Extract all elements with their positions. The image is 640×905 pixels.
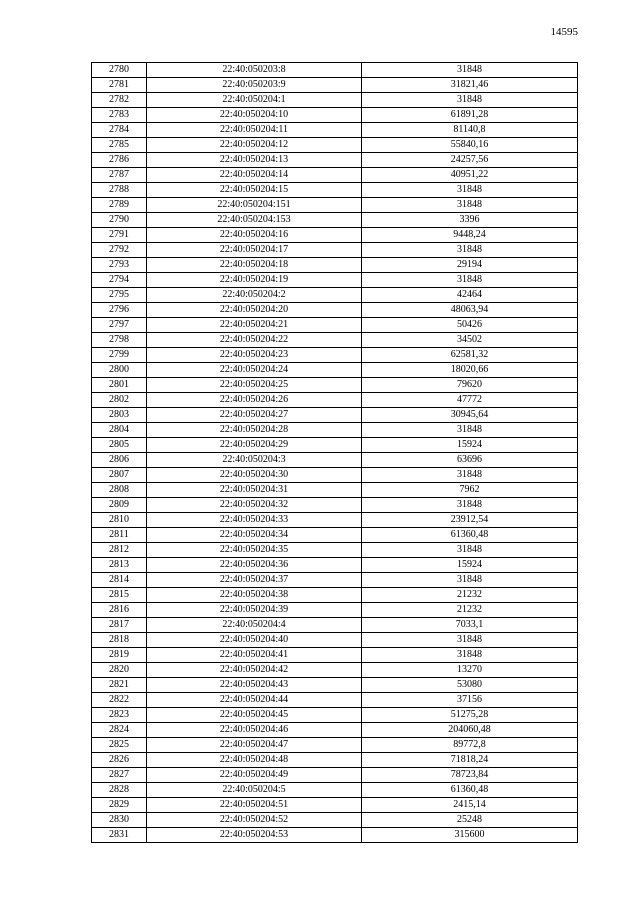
value-cell: 31848 — [362, 543, 578, 558]
row-number-cell: 2819 — [92, 648, 147, 663]
page-number: 14595 — [550, 26, 578, 38]
table-row — [92, 63, 578, 78]
table-row — [92, 663, 578, 678]
row-number-cell: 2825 — [92, 738, 147, 753]
table-row — [92, 678, 578, 693]
row-number-cell: 2797 — [92, 318, 147, 333]
row-number-cell: 2824 — [92, 723, 147, 738]
table-row — [92, 543, 578, 558]
cadastral-number-cell: 22:40:050204:40 — [147, 633, 362, 648]
table-row — [92, 393, 578, 408]
cadastral-number-cell: 22:40:050204:33 — [147, 513, 362, 528]
value-cell: 61360,48 — [362, 528, 578, 543]
value-cell: 15924 — [362, 438, 578, 453]
table-row — [92, 633, 578, 648]
cadastral-number-cell: 22:40:050204:38 — [147, 588, 362, 603]
table-row — [92, 438, 578, 453]
table-row — [92, 348, 578, 363]
cadastral-number-cell: 22:40:050204:22 — [147, 333, 362, 348]
cadastral-number-cell: 22:40:050204:4 — [147, 618, 362, 633]
value-cell: 18020,66 — [362, 363, 578, 378]
table-row — [92, 378, 578, 393]
value-cell: 29194 — [362, 258, 578, 273]
row-number-cell: 2781 — [92, 78, 147, 93]
row-number-cell: 2785 — [92, 138, 147, 153]
row-number-cell: 2821 — [92, 678, 147, 693]
cadastral-number-cell: 22:40:050204:49 — [147, 768, 362, 783]
cadastral-number-cell: 22:40:050204:39 — [147, 603, 362, 618]
row-number-cell: 2789 — [92, 198, 147, 213]
row-number-cell: 2793 — [92, 258, 147, 273]
row-number-cell: 2804 — [92, 423, 147, 438]
cadastral-number-cell: 22:40:050204:44 — [147, 693, 362, 708]
table-row — [92, 243, 578, 258]
cadastral-number-cell: 22:40:050204:53 — [147, 828, 362, 843]
value-cell: 315600 — [362, 828, 578, 843]
value-cell: 37156 — [362, 693, 578, 708]
value-cell: 21232 — [362, 588, 578, 603]
table-row — [92, 363, 578, 378]
table-row — [92, 183, 578, 198]
cadastral-number-cell: 22:40:050204:29 — [147, 438, 362, 453]
cadastral-number-cell: 22:40:050204:24 — [147, 363, 362, 378]
table-row — [92, 408, 578, 423]
table-row — [92, 708, 578, 723]
cadastral-number-cell: 22:40:050204:18 — [147, 258, 362, 273]
row-number-cell: 2806 — [92, 453, 147, 468]
table-row — [92, 618, 578, 633]
row-number-cell: 2810 — [92, 513, 147, 528]
row-number-cell: 2815 — [92, 588, 147, 603]
table-row — [92, 513, 578, 528]
value-cell: 61891,28 — [362, 108, 578, 123]
value-cell: 31848 — [362, 498, 578, 513]
row-number-cell: 2829 — [92, 798, 147, 813]
table-row — [92, 693, 578, 708]
cadastral-number-cell: 22:40:050204:151 — [147, 198, 362, 213]
value-cell: 24257,56 — [362, 153, 578, 168]
cadastral-number-cell: 22:40:050204:37 — [147, 573, 362, 588]
cadastral-number-cell: 22:40:050204:23 — [147, 348, 362, 363]
row-number-cell: 2792 — [92, 243, 147, 258]
cadastral-number-cell: 22:40:050204:14 — [147, 168, 362, 183]
row-number-cell: 2796 — [92, 303, 147, 318]
row-number-cell: 2831 — [92, 828, 147, 843]
row-number-cell: 2786 — [92, 153, 147, 168]
cadastral-number-cell: 22:40:050204:30 — [147, 468, 362, 483]
table-row — [92, 258, 578, 273]
row-number-cell: 2791 — [92, 228, 147, 243]
row-number-cell: 2794 — [92, 273, 147, 288]
value-cell: 42464 — [362, 288, 578, 303]
value-cell: 53080 — [362, 678, 578, 693]
row-number-cell: 2801 — [92, 378, 147, 393]
value-cell: 31848 — [362, 648, 578, 663]
table-row — [92, 753, 578, 768]
value-cell: 9448,24 — [362, 228, 578, 243]
value-cell: 13270 — [362, 663, 578, 678]
value-cell: 15924 — [362, 558, 578, 573]
value-cell: 2415,14 — [362, 798, 578, 813]
table-row — [92, 93, 578, 108]
cadastral-number-cell: 22:40:050204:13 — [147, 153, 362, 168]
row-number-cell: 2822 — [92, 693, 147, 708]
row-number-cell: 2803 — [92, 408, 147, 423]
table-row — [92, 168, 578, 183]
table-row — [92, 318, 578, 333]
row-number-cell: 2827 — [92, 768, 147, 783]
row-number-cell: 2807 — [92, 468, 147, 483]
table-row — [92, 288, 578, 303]
table-row — [92, 123, 578, 138]
value-cell: 78723,84 — [362, 768, 578, 783]
cadastral-number-cell: 22:40:050204:3 — [147, 453, 362, 468]
value-cell: 71818,24 — [362, 753, 578, 768]
cadastral-number-cell: 22:40:050204:46 — [147, 723, 362, 738]
row-number-cell: 2787 — [92, 168, 147, 183]
table-row — [92, 333, 578, 348]
row-number-cell: 2808 — [92, 483, 147, 498]
row-number-cell: 2816 — [92, 603, 147, 618]
value-cell: 31848 — [362, 63, 578, 78]
value-cell: 31848 — [362, 183, 578, 198]
value-cell: 23912,54 — [362, 513, 578, 528]
cadastral-number-cell: 22:40:050204:12 — [147, 138, 362, 153]
row-number-cell: 2798 — [92, 333, 147, 348]
value-cell: 21232 — [362, 603, 578, 618]
row-number-cell: 2814 — [92, 573, 147, 588]
row-number-cell: 2802 — [92, 393, 147, 408]
cadastral-number-cell: 22:40:050204:52 — [147, 813, 362, 828]
value-cell: 7962 — [362, 483, 578, 498]
value-cell: 40951,22 — [362, 168, 578, 183]
table-row — [92, 423, 578, 438]
table-row — [92, 588, 578, 603]
cadastral-number-cell: 22:40:050204:48 — [147, 753, 362, 768]
cadastral-number-cell: 22:40:050204:35 — [147, 543, 362, 558]
value-cell: 31848 — [362, 93, 578, 108]
value-cell: 30945,64 — [362, 408, 578, 423]
table-row — [92, 108, 578, 123]
cadastral-table — [91, 62, 578, 843]
value-cell: 31848 — [362, 573, 578, 588]
table-row — [92, 453, 578, 468]
table-row — [92, 738, 578, 753]
row-number-cell: 2812 — [92, 543, 147, 558]
row-number-cell: 2799 — [92, 348, 147, 363]
value-cell: 25248 — [362, 813, 578, 828]
cadastral-number-cell: 22:40:050204:17 — [147, 243, 362, 258]
row-number-cell: 2811 — [92, 528, 147, 543]
value-cell: 31848 — [362, 468, 578, 483]
value-cell: 31848 — [362, 198, 578, 213]
value-cell: 62581,32 — [362, 348, 578, 363]
table-row — [92, 198, 578, 213]
cadastral-number-cell: 22:40:050204:21 — [147, 318, 362, 333]
cadastral-number-cell: 22:40:050204:41 — [147, 648, 362, 663]
value-cell: 48063,94 — [362, 303, 578, 318]
cadastral-number-cell: 22:40:050204:28 — [147, 423, 362, 438]
cadastral-number-cell: 22:40:050204:42 — [147, 663, 362, 678]
row-number-cell: 2790 — [92, 213, 147, 228]
cadastral-number-cell: 22:40:050204:1 — [147, 93, 362, 108]
cadastral-table-container — [91, 62, 577, 843]
row-number-cell: 2818 — [92, 633, 147, 648]
value-cell: 50426 — [362, 318, 578, 333]
value-cell: 47772 — [362, 393, 578, 408]
table-row — [92, 303, 578, 318]
cadastral-number-cell: 22:40:050204:11 — [147, 123, 362, 138]
value-cell: 79620 — [362, 378, 578, 393]
cadastral-number-cell: 22:40:050204:20 — [147, 303, 362, 318]
table-row — [92, 78, 578, 93]
row-number-cell: 2828 — [92, 783, 147, 798]
row-number-cell: 2800 — [92, 363, 147, 378]
value-cell: 31821,46 — [362, 78, 578, 93]
value-cell: 204060,48 — [362, 723, 578, 738]
row-number-cell: 2780 — [92, 63, 147, 78]
cadastral-number-cell: 22:40:050203:8 — [147, 63, 362, 78]
row-number-cell: 2784 — [92, 123, 147, 138]
cadastral-number-cell: 22:40:050204:32 — [147, 498, 362, 513]
value-cell: 55840,16 — [362, 138, 578, 153]
cadastral-number-cell: 22:40:050204:51 — [147, 798, 362, 813]
row-number-cell: 2817 — [92, 618, 147, 633]
table-row — [92, 603, 578, 618]
value-cell: 31848 — [362, 423, 578, 438]
cadastral-number-cell: 22:40:050204:5 — [147, 783, 362, 798]
cadastral-number-cell: 22:40:050204:43 — [147, 678, 362, 693]
cadastral-number-cell: 22:40:050204:15 — [147, 183, 362, 198]
row-number-cell: 2820 — [92, 663, 147, 678]
cadastral-number-cell: 22:40:050204:47 — [147, 738, 362, 753]
table-row — [92, 273, 578, 288]
table-row — [92, 828, 578, 843]
table-row — [92, 798, 578, 813]
value-cell: 31848 — [362, 633, 578, 648]
row-number-cell: 2805 — [92, 438, 147, 453]
row-number-cell: 2783 — [92, 108, 147, 123]
cadastral-number-cell: 22:40:050204:10 — [147, 108, 362, 123]
table-body — [92, 63, 578, 843]
value-cell: 31848 — [362, 243, 578, 258]
value-cell: 81140,8 — [362, 123, 578, 138]
row-number-cell: 2826 — [92, 753, 147, 768]
row-number-cell: 2813 — [92, 558, 147, 573]
table-row — [92, 558, 578, 573]
table-row — [92, 723, 578, 738]
value-cell: 61360,48 — [362, 783, 578, 798]
cadastral-number-cell: 22:40:050204:26 — [147, 393, 362, 408]
table-row — [92, 138, 578, 153]
value-cell: 31848 — [362, 273, 578, 288]
row-number-cell: 2782 — [92, 93, 147, 108]
table-row — [92, 648, 578, 663]
value-cell: 3396 — [362, 213, 578, 228]
table-row — [92, 573, 578, 588]
row-number-cell: 2795 — [92, 288, 147, 303]
row-number-cell: 2823 — [92, 708, 147, 723]
cadastral-number-cell: 22:40:050204:27 — [147, 408, 362, 423]
cadastral-number-cell: 22:40:050204:31 — [147, 483, 362, 498]
row-number-cell: 2830 — [92, 813, 147, 828]
value-cell: 63696 — [362, 453, 578, 468]
value-cell: 34502 — [362, 333, 578, 348]
table-row — [92, 153, 578, 168]
table-row — [92, 528, 578, 543]
cadastral-number-cell: 22:40:050204:2 — [147, 288, 362, 303]
cadastral-number-cell: 22:40:050204:153 — [147, 213, 362, 228]
value-cell: 89772,8 — [362, 738, 578, 753]
table-row — [92, 768, 578, 783]
table-row — [92, 813, 578, 828]
cadastral-number-cell: 22:40:050204:45 — [147, 708, 362, 723]
cadastral-number-cell: 22:40:050204:34 — [147, 528, 362, 543]
cadastral-number-cell: 22:40:050204:16 — [147, 228, 362, 243]
row-number-cell: 2788 — [92, 183, 147, 198]
cadastral-number-cell: 22:40:050204:19 — [147, 273, 362, 288]
table-row — [92, 228, 578, 243]
table-row — [92, 483, 578, 498]
value-cell: 51275,28 — [362, 708, 578, 723]
cadastral-number-cell: 22:40:050204:36 — [147, 558, 362, 573]
value-cell: 7033,1 — [362, 618, 578, 633]
row-number-cell: 2809 — [92, 498, 147, 513]
table-row — [92, 213, 578, 228]
table-row — [92, 783, 578, 798]
table-row — [92, 468, 578, 483]
table-row — [92, 498, 578, 513]
cadastral-number-cell: 22:40:050204:25 — [147, 378, 362, 393]
cadastral-number-cell: 22:40:050203:9 — [147, 78, 362, 93]
